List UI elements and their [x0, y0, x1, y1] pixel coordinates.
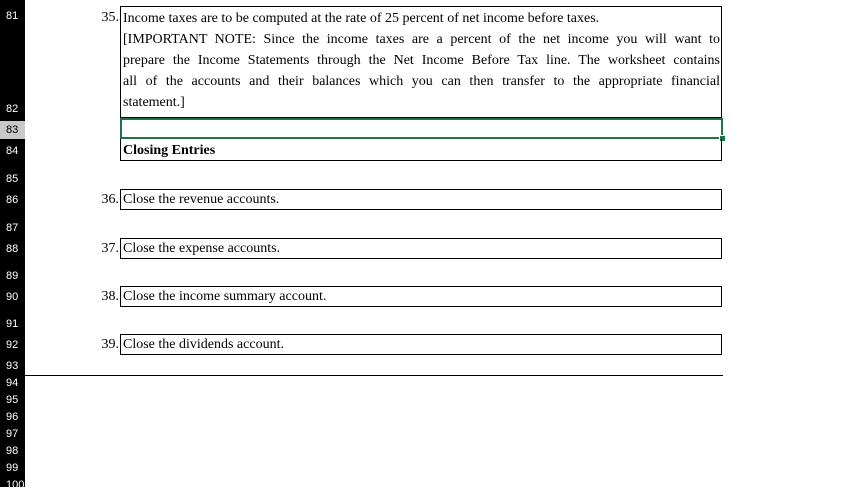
row-93-bottom-border — [25, 375, 723, 376]
row-header-93[interactable]: 93 — [6, 360, 19, 372]
item-38-number[interactable]: 38. — [101, 289, 119, 304]
row-header-91[interactable]: 91 — [6, 318, 19, 330]
item-35-line-5: statement.] — [123, 95, 185, 110]
row-header-81[interactable]: 81 — [6, 10, 19, 22]
item-37-number[interactable]: 37. — [101, 241, 119, 256]
item-35-line-1: Income taxes are to be computed at the rate of 25 percent of net income before taxes. — [123, 11, 600, 26]
row-header-94[interactable]: 94 — [6, 377, 19, 389]
row-header-82[interactable]: 82 — [6, 103, 19, 115]
item-39-text: Close the dividends account. — [123, 337, 284, 352]
row-header-96[interactable]: 96 — [6, 411, 19, 423]
item-35-line-2: [IMPORTANT NOTE: Since the income taxes are a percent of the net income you will want to — [123, 32, 720, 47]
item-36-number[interactable]: 36. — [101, 192, 119, 207]
item-35-text — [123, 8, 720, 113]
item-35-number[interactable]: 35. — [101, 10, 119, 25]
row-header-85[interactable]: 85 — [6, 173, 19, 185]
item-38-text: Close the income summary account. — [123, 289, 327, 304]
item-39-number[interactable]: 39. — [101, 337, 119, 352]
row-header-98[interactable]: 98 — [6, 445, 19, 457]
row-header-92[interactable]: 92 — [6, 339, 19, 351]
row-header-87[interactable]: 87 — [6, 222, 19, 234]
selected-cell-83[interactable] — [120, 118, 723, 139]
row-header-88[interactable]: 88 — [6, 243, 19, 255]
row-header-99[interactable]: 99 — [6, 462, 19, 474]
item-37-text: Close the expense accounts. — [123, 241, 281, 256]
row-header-97[interactable]: 97 — [6, 428, 19, 440]
row-header-83[interactable]: 83 — [0, 121, 25, 139]
closing-entries-heading: Closing Entries — [123, 143, 216, 158]
row-header-84[interactable]: 84 — [6, 145, 19, 157]
item-35-line-3: prepare the Income Statements through the Net Income Before Tax line. The worksheet contains — [123, 53, 720, 68]
item-36-text: Close the revenue accounts. — [123, 192, 280, 207]
item-35-line-4: all of the accounts and their balances which you can then transfer to the appropriate financial — [123, 74, 720, 89]
row-header-100[interactable]: 100 — [6, 479, 25, 491]
row-header-95[interactable]: 95 — [6, 394, 19, 406]
row-header-86[interactable]: 86 — [6, 194, 19, 206]
row-header-90[interactable]: 90 — [6, 291, 19, 303]
row-header-89[interactable]: 89 — [6, 270, 19, 282]
